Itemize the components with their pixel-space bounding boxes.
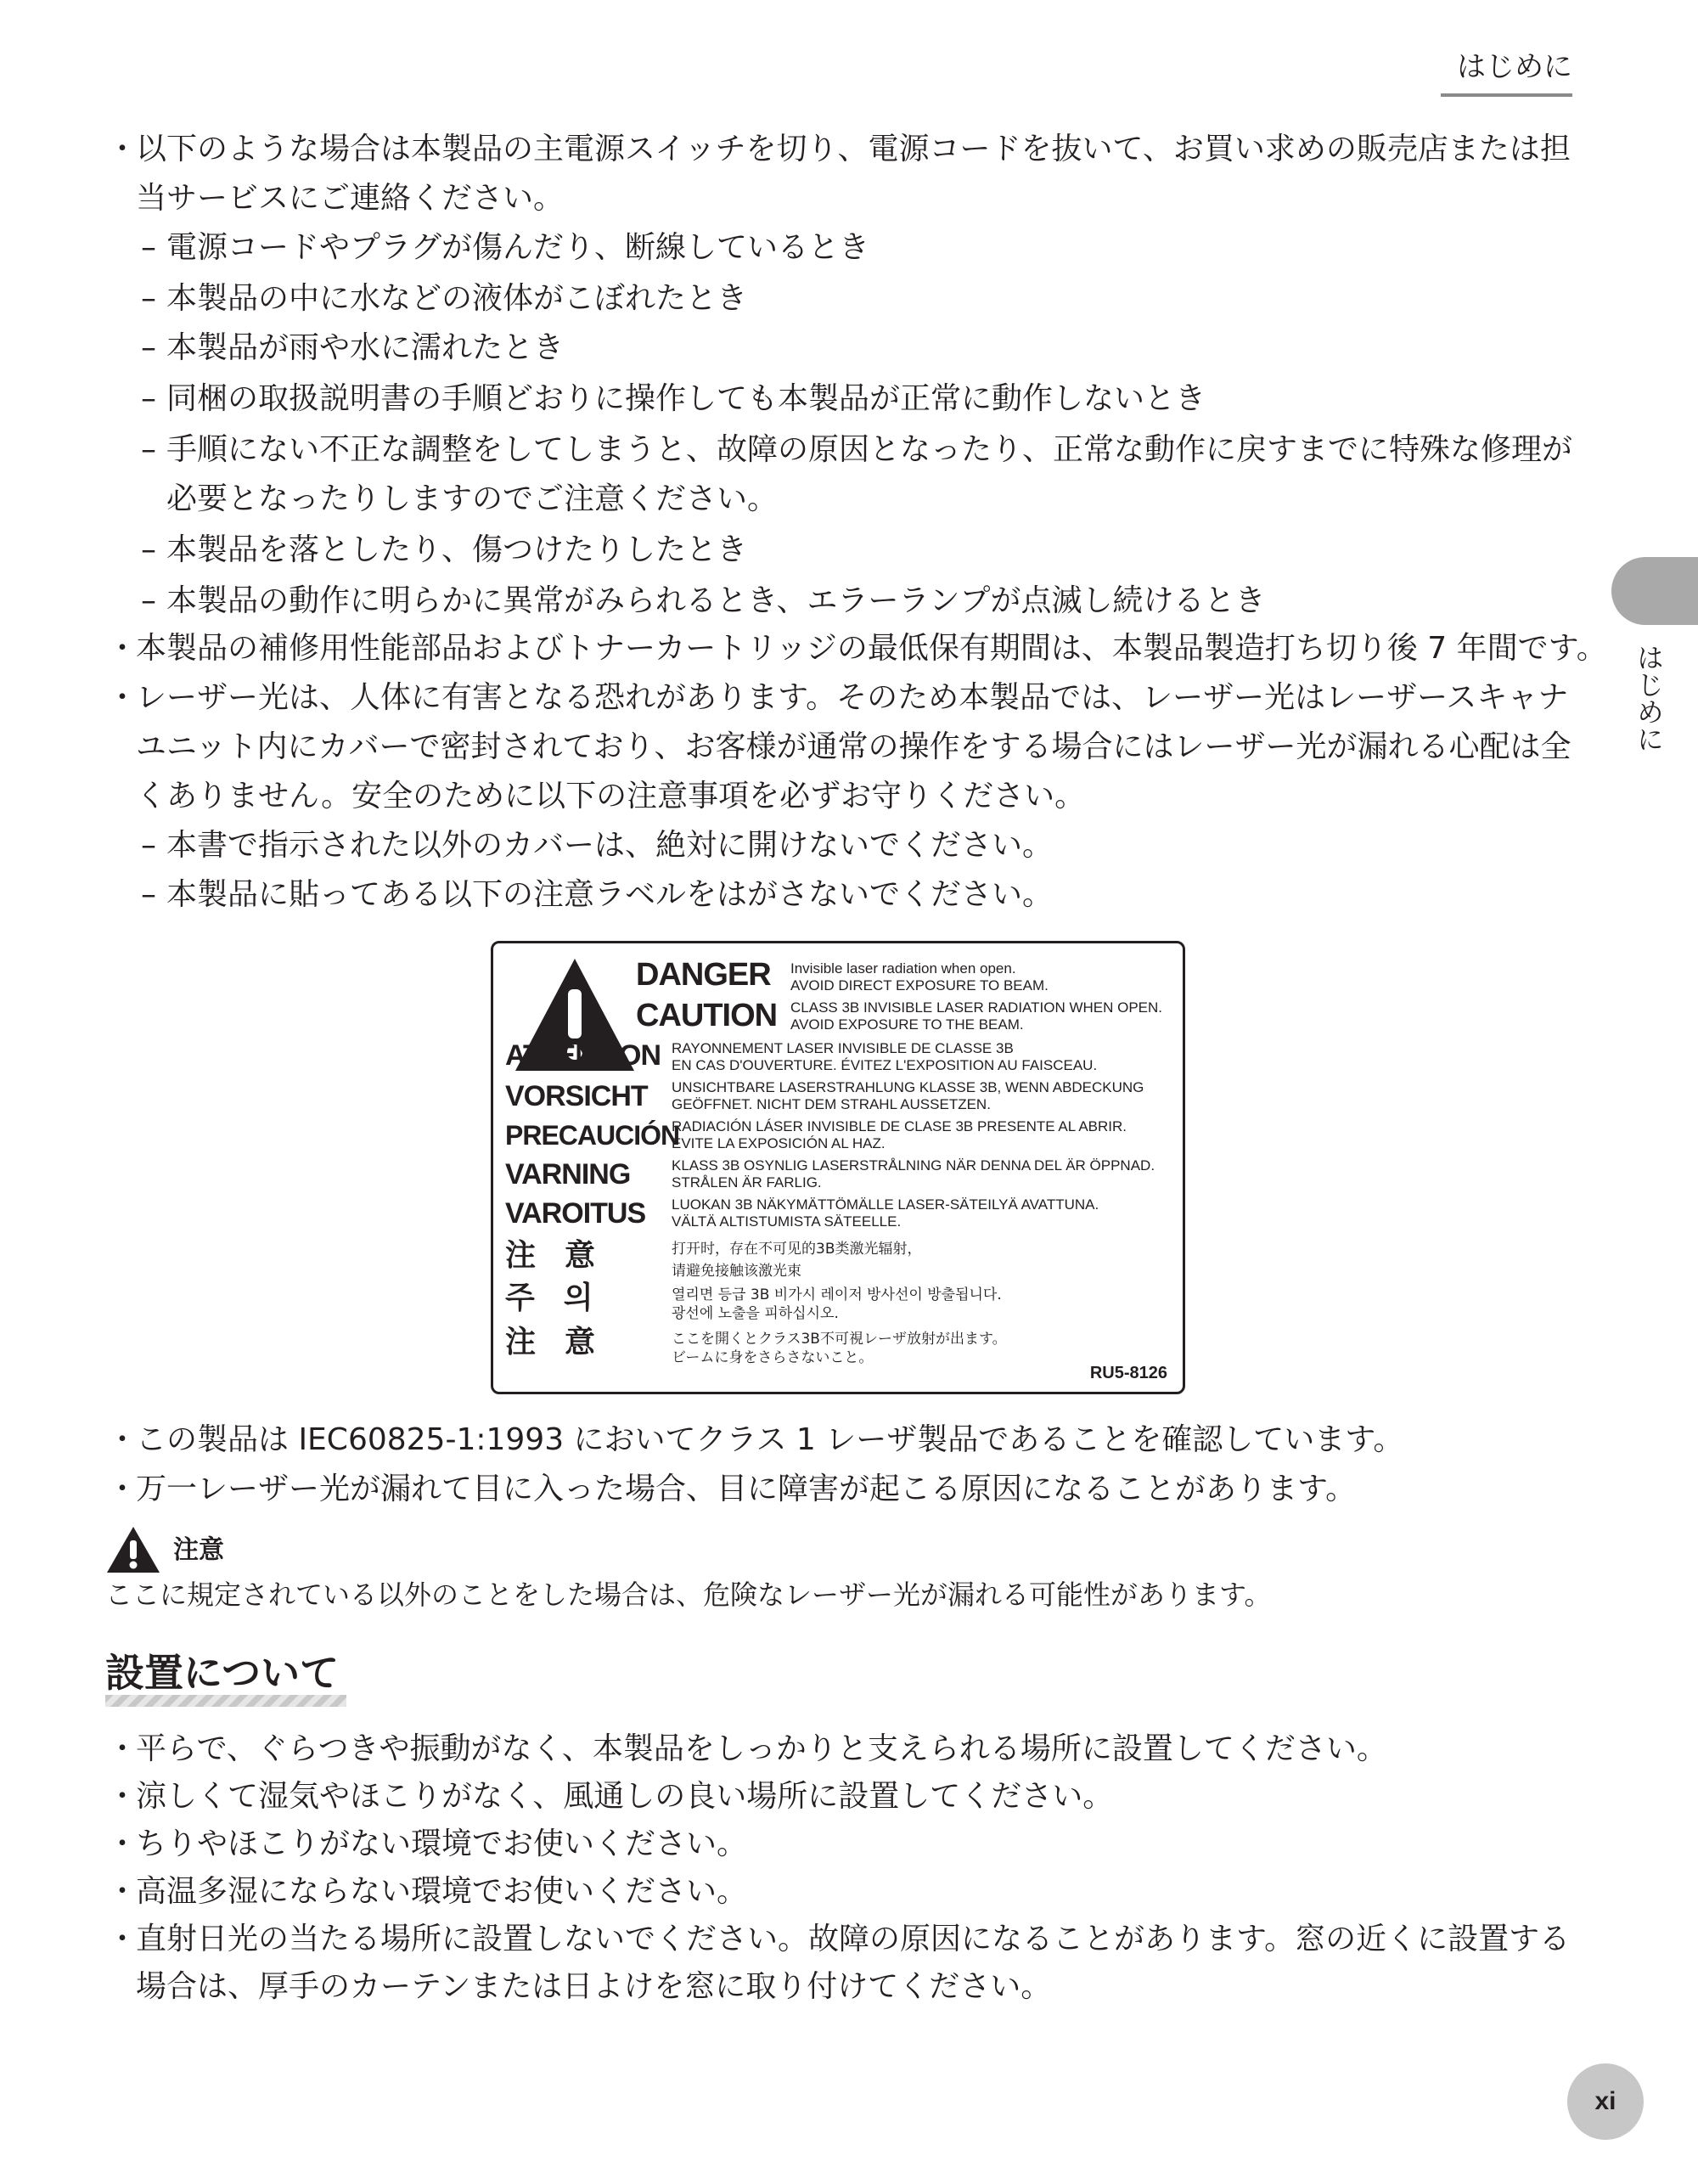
- list-item-continuation: 場合は、厚手のカーテンまたは日よけを窓に取り付けてください。: [136, 1969, 1052, 2004]
- label-varning-text-1: KLASS 3B OSYNLIG LASERSTRÅLNING NÄR DENNA DEL ÄR ÖPPNAD.: [672, 1157, 1155, 1174]
- label-attention: ATTENTION: [505, 1039, 661, 1072]
- section-label: はじめに: [1457, 50, 1572, 84]
- list-item-continuation: ユニット内にカバーで密封されており、お客様が通常の操作をする場合にはレーザー光が漏れる心配は全: [136, 729, 1571, 764]
- label-ja-text-1: ここを開くとクラス3B不可視レーザ放射が出ます。: [672, 1331, 1007, 1348]
- sub-list-item: – 本製品が雨や水に濡れたとき: [166, 328, 564, 369]
- sub-list-item: – 本製品の中に水などの液体がこぼれたとき: [166, 279, 747, 319]
- label-varning: VARNING: [505, 1158, 631, 1191]
- sub-list-item: – 本製品に貼ってある以下の注意ラベルをはがさないでください。: [166, 875, 1053, 915]
- label-zh-text-2: 请避免接触该激光束: [672, 1263, 801, 1280]
- list-item: ・ 直射日光の当たる場所に設置しないでください。故障の原因になることがあります。窓の近くに設置する: [136, 1919, 1570, 1960]
- label-part-code: RU5-8126: [1089, 1364, 1167, 1382]
- label-vorsicht: VORSICHT: [505, 1080, 648, 1112]
- sub-list-item: – 本書で指示された以外のカバーは、絶対に開けないでください。: [166, 825, 1053, 866]
- label-danger: DANGER: [636, 957, 771, 993]
- label-precaucion: PRECAUCIÓN: [505, 1120, 680, 1151]
- sub-list-item: – 同梱の取扱説明書の手順どおりに操作しても本製品が正常に動作しないとき: [166, 379, 1206, 419]
- list-item: ・ レーザー光は、人体に有害となる恐れがあります。そのため本製品では、レーザー光はレーザースキャナ: [136, 678, 1568, 718]
- label-ko-text-2: 광선에 노출을 피하십시오.: [672, 1305, 839, 1322]
- label-danger-text-2: AVOID DIRECT EXPOSURE TO BEAM.: [790, 977, 1049, 993]
- list-item: ・ 本製品の補修用性能部品およびトナーカートリッジの最低保有期間は、本製品製造打ち切り後 7 年間です。: [136, 628, 1607, 669]
- label-danger-text-1: Invisible laser radiation when open.: [790, 960, 1016, 977]
- label-ko: 주 의: [505, 1281, 593, 1315]
- sub-list-item: – 本製品の動作に明らかに異常がみられるとき、エラーランプが点滅し続けるとき: [166, 581, 1266, 622]
- label-varoitus-text-2: VÄLTÄ ALTISTUMISTA SÄTEELLE.: [672, 1213, 902, 1230]
- label-ja-text-2: ビームに身をさらさないこと。: [672, 1349, 874, 1366]
- label-zh: 注 意: [505, 1238, 595, 1273]
- label-caution-text-1: CLASS 3B INVISIBLE LASER RADIATION WHEN OPEN.: [790, 999, 1163, 1016]
- header-rule: [1441, 93, 1572, 97]
- section-heading: 設置について: [105, 1650, 340, 1696]
- list-item: ・ 以下のような場合は本製品の主電源スイッチを切り、電源コードを抜いて、お買い求めの販売店または担: [136, 129, 1571, 170]
- label-vorsicht-text-2: GEÖFFNET. NICHT DEM STRAHL AUSSETZEN.: [672, 1096, 991, 1112]
- sub-list-item-continuation: 必要となったりしますのでご注意ください。: [166, 481, 779, 516]
- list-item-continuation: くありません。安全のために以下の注意事項を必ずお守りください。: [136, 779, 1086, 813]
- label-attention-text-1: RAYONNEMENT LASER INVISIBLE DE CLASSE 3B: [672, 1040, 1014, 1056]
- page-number: xi: [1567, 2063, 1644, 2140]
- list-item: ・ この製品は IEC60825-1:1993 においてクラス 1 レーザ製品であることを確認しています。: [136, 1420, 1403, 1461]
- list-item: ・ 高温多湿にならない環境でお使いください。: [136, 1872, 747, 1912]
- caution-title: 注意: [173, 1535, 224, 1565]
- list-item-continuation: 当サービスにご連絡ください。: [136, 181, 565, 216]
- chapter-tab: [1611, 557, 1698, 625]
- laser-warning-label: [491, 941, 1185, 1394]
- label-caution: CAUTION: [636, 998, 778, 1033]
- label-precaucion-text-2: EVITE LA EXPOSICIÓN AL HAZ.: [672, 1135, 886, 1151]
- list-item: ・ 涼しくて湿気やほこりがなく、風通しの良い場所に設置してください。: [136, 1776, 1113, 1817]
- label-varoitus: VAROITUS: [505, 1197, 646, 1230]
- label-caution-text-2: AVOID EXPOSURE TO THE BEAM.: [790, 1016, 1024, 1033]
- label-varoitus-text-1: LUOKAN 3B NÄKYMÄTTÖMÄLLE LASER-SÄTEILYÄ AVATTUNA.: [672, 1196, 1099, 1213]
- sub-list-item: – 本製品を落としたり、傷つけたりしたとき: [166, 530, 747, 571]
- label-precaucion-text-1: RADIACIÓN LÁSER INVISIBLE DE CLASE 3B PRESENTE AL ABRIR.: [672, 1118, 1127, 1134]
- sub-list-item: – 電源コードやプラグが傷んだり、断線しているとき: [166, 228, 869, 268]
- label-ko-text-1: 열리면 등급 3B 비가시 레이저 방사선이 방출됩니다.: [672, 1286, 1002, 1303]
- label-varning-text-2: STRÅLEN ÄR FARLIG.: [672, 1174, 822, 1191]
- list-item: ・ 平らで、ぐらつきや振動がなく、本製品をしっかりと支えられる場所に設置してください。: [136, 1729, 1387, 1770]
- list-item: ・ 万一レーザー光が漏れて目に入った場合、目に障害が起こる原因になることがあります。: [136, 1469, 1356, 1510]
- list-item: ・ ちりやほこりがない環境でお使いください。: [136, 1824, 747, 1865]
- label-attention-text-2: EN CAS D'OUVERTURE. ÉVITEZ L'EXPOSITION AU FAISCEAU.: [672, 1057, 1098, 1073]
- label-vorsicht-text-1: UNSICHTBARE LASERSTRAHLUNG KLASSE 3B, WENN ABDECKUNG: [672, 1079, 1144, 1095]
- label-ja: 注 意: [505, 1325, 595, 1359]
- caution-text: ここに規定されている以外のことをした場合は、危険なレーザー光が漏れる可能性があります。: [105, 1579, 1272, 1611]
- label-zh-text-1: 打开时，存在不可见的3B类激光辐射，: [672, 1241, 922, 1258]
- chapter-tab-label: はじめに: [1633, 644, 1665, 752]
- sub-list-item: – 手順にない不正な調整をしてしまうと、故障の原因となったり、正常な動作に戻すまでに特殊な修理が: [166, 430, 1572, 470]
- caution-icon: [105, 1525, 161, 1574]
